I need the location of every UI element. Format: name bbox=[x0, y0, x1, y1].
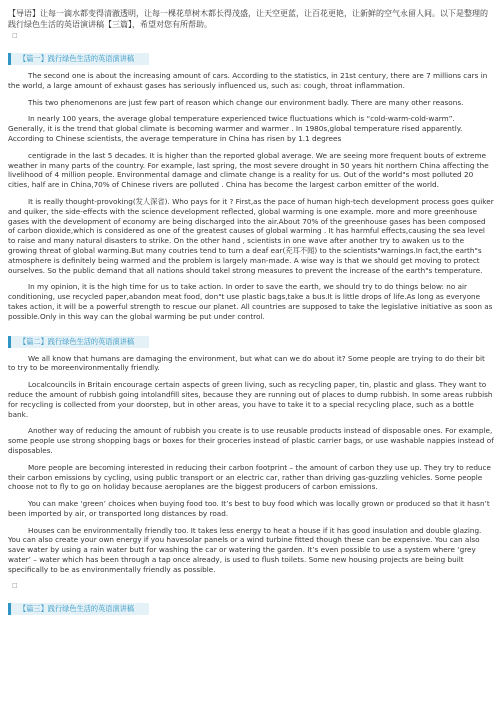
section-1 bbox=[8, 46, 494, 322]
section-1-paragraph-3: In nearly 100 years, the average global temperature experienced twice fluctuations which is “cold-warm-cold-warm”. Generally, it is the trend that global climate is becoming warmer and warmer . In 1980s,global temperature rised apparently. According to Chinese scientists, the average temperature in China has risen by 1.1 degrees bbox=[8, 114, 463, 143]
section-2-heading: 【篇二】践行绿色生活的英语演讲稿 bbox=[8, 336, 149, 348]
section-1-paragraph-6: In my opinion, it is the high time for us to take action. In order to save the earth, we should try to do things below: no air conditioning, use recycled paper,abandon meat food, don"t use plastic bags,take a bus.It is little drops of life.As long as everyone takes action, it will be a powerful strength to rescue our planet. All countries are supposed to take the legislative initiative as soon as possible.Only in this way can the global warming be put under control. bbox=[8, 282, 493, 321]
section-1-paragraph-4: centigrade in the last 5 decades. It is higher than the reported global average. We are seeing more frequent bouts of extreme weather in many parts of the country. For example, last spring, the most severe drought in 50 years hit northern China affecting the livelihood of 4 million people. Environmental damage and climate change is a reality for us. Out of the world"s most polluted 20 cities, half are in China,70% of Chinese rivers are polluted . China has become the largest carbon emitter of the world. bbox=[8, 150, 489, 190]
paragraph-marker-2: □ bbox=[12, 581, 18, 589]
section-2-paragraph-1: We all know that humans are damaging the environment, but what can we do about it? Some people are trying to do their bit to try to be moreenvironmentally friendly. bbox=[8, 353, 485, 373]
section-2-paragraph-2: Localcouncils in Britain encourage certain aspects of green living, such as recycling paper, tin, plastic and glass. They want to reduce the amount of rubbish going intolandfill sites, because they are running out of places to dump rubbish. In some areas rubbish for recycling is collected from your doorstep, but in other areas, you have to take it to a special recycling place, such as a bottle bank. bbox=[8, 380, 493, 419]
section-1-paragraph-5: It is really thought-provoking(发人深省). Who pays for it ? First,as the pace of human high-tech development process goes quiker and quiker, the side-effects with the science development reflected, global warming is one example. more and more greenhouse gases with the development of economy are being discharged into the air.About 70% of the greenhouse gases has been composed of carbon dioxide,which is considered as one of the greatest causes of global warming . It has harmful effects,causing the sea level to raise and many natural disasters to strike. On the other hand , scientists in one wave after another try to awaken us to the growing threat of global warming.But many coutries tend to turn a deaf ear(充耳不闻) to the scientists"warnings.In fact,the earth"s atmosphere is definitely being warmed and the problem is largely man-made. A wise way is that we should get moving to protect ourselves. So the public demand that all nations should takel strong measures to prevent the increase of the earth"s temperature. bbox=[8, 196, 494, 275]
section-2 bbox=[8, 329, 494, 590]
section-2-paragraph-4: More people are becoming interested in reducing their carbon footprint – the amount of carbon they use up. They try to reduce their carbon emissions by cycling, using public transport or an electric car, rather than driving gas-guzzling vehicles. Some people choose not to fly to go on holiday because aeroplanes are the biggest producers of carbon emissions. bbox=[8, 462, 491, 492]
section-3-heading: 【篇三】践行绿色生活的英语演讲稿 bbox=[8, 603, 149, 615]
section-2-paragraph-3: Another way of reducing the amount of rubbish you create is to use reusable products instead of disposable ones. For example, some people use strong shopping bags or boxes for their groceries instead of plastic carrier bags, or use washable nappies instead of disposables. bbox=[8, 426, 494, 455]
section-2-paragraph-6: Houses can be environmentally friendly too. It takes less energy to heat a house if it has good insulation and double glazing. You can also create your own energy if you havesolar panels or a wind turbine fitted though these can be expensive. You can also save water by using a rain water butt for washing the car or watering the garden. It’s even possible to use a system where ‘grey water’ – water which has been through a tap once already, is used to flush toilets. Some new housing projects are being built specifically to be as environmentally friendly as possible. bbox=[8, 525, 482, 574]
section-1-heading: 【篇一】践行绿色生活的英语演讲稿 bbox=[8, 53, 149, 65]
paragraph-marker: □ bbox=[12, 32, 18, 39]
section-1-paragraph-1: The second one is about the increasing amount of cars. According to the statistics, in 21st century, there are 7 millions cars in the world, a large amount of exhaust gases has seriously influenced us, such as: cough, throat inflammation. bbox=[8, 71, 488, 90]
intro-text: 【导语】让每一滴水都变得清澈透明，让每一棵花草树木都长得茂盛，让天空更蓝，让百花更艳，让新鲜的空气永留人间。以下是整理的践行绿色生活的英语演讲稿【三篇】，希望对您有所帮助。 bbox=[8, 9, 488, 29]
section-2-paragraph-5: You can make ‘green’ choices when buying food too. It’s best to buy food which was locally grown or produced so that it hasn’t been imported by air, or transported long distances by road. bbox=[8, 499, 490, 518]
section-3 bbox=[8, 596, 494, 621]
section-1-paragraph-2: This two phenomenons are just few part of reason which change our environment badly. There are many other reasons. bbox=[28, 97, 464, 107]
